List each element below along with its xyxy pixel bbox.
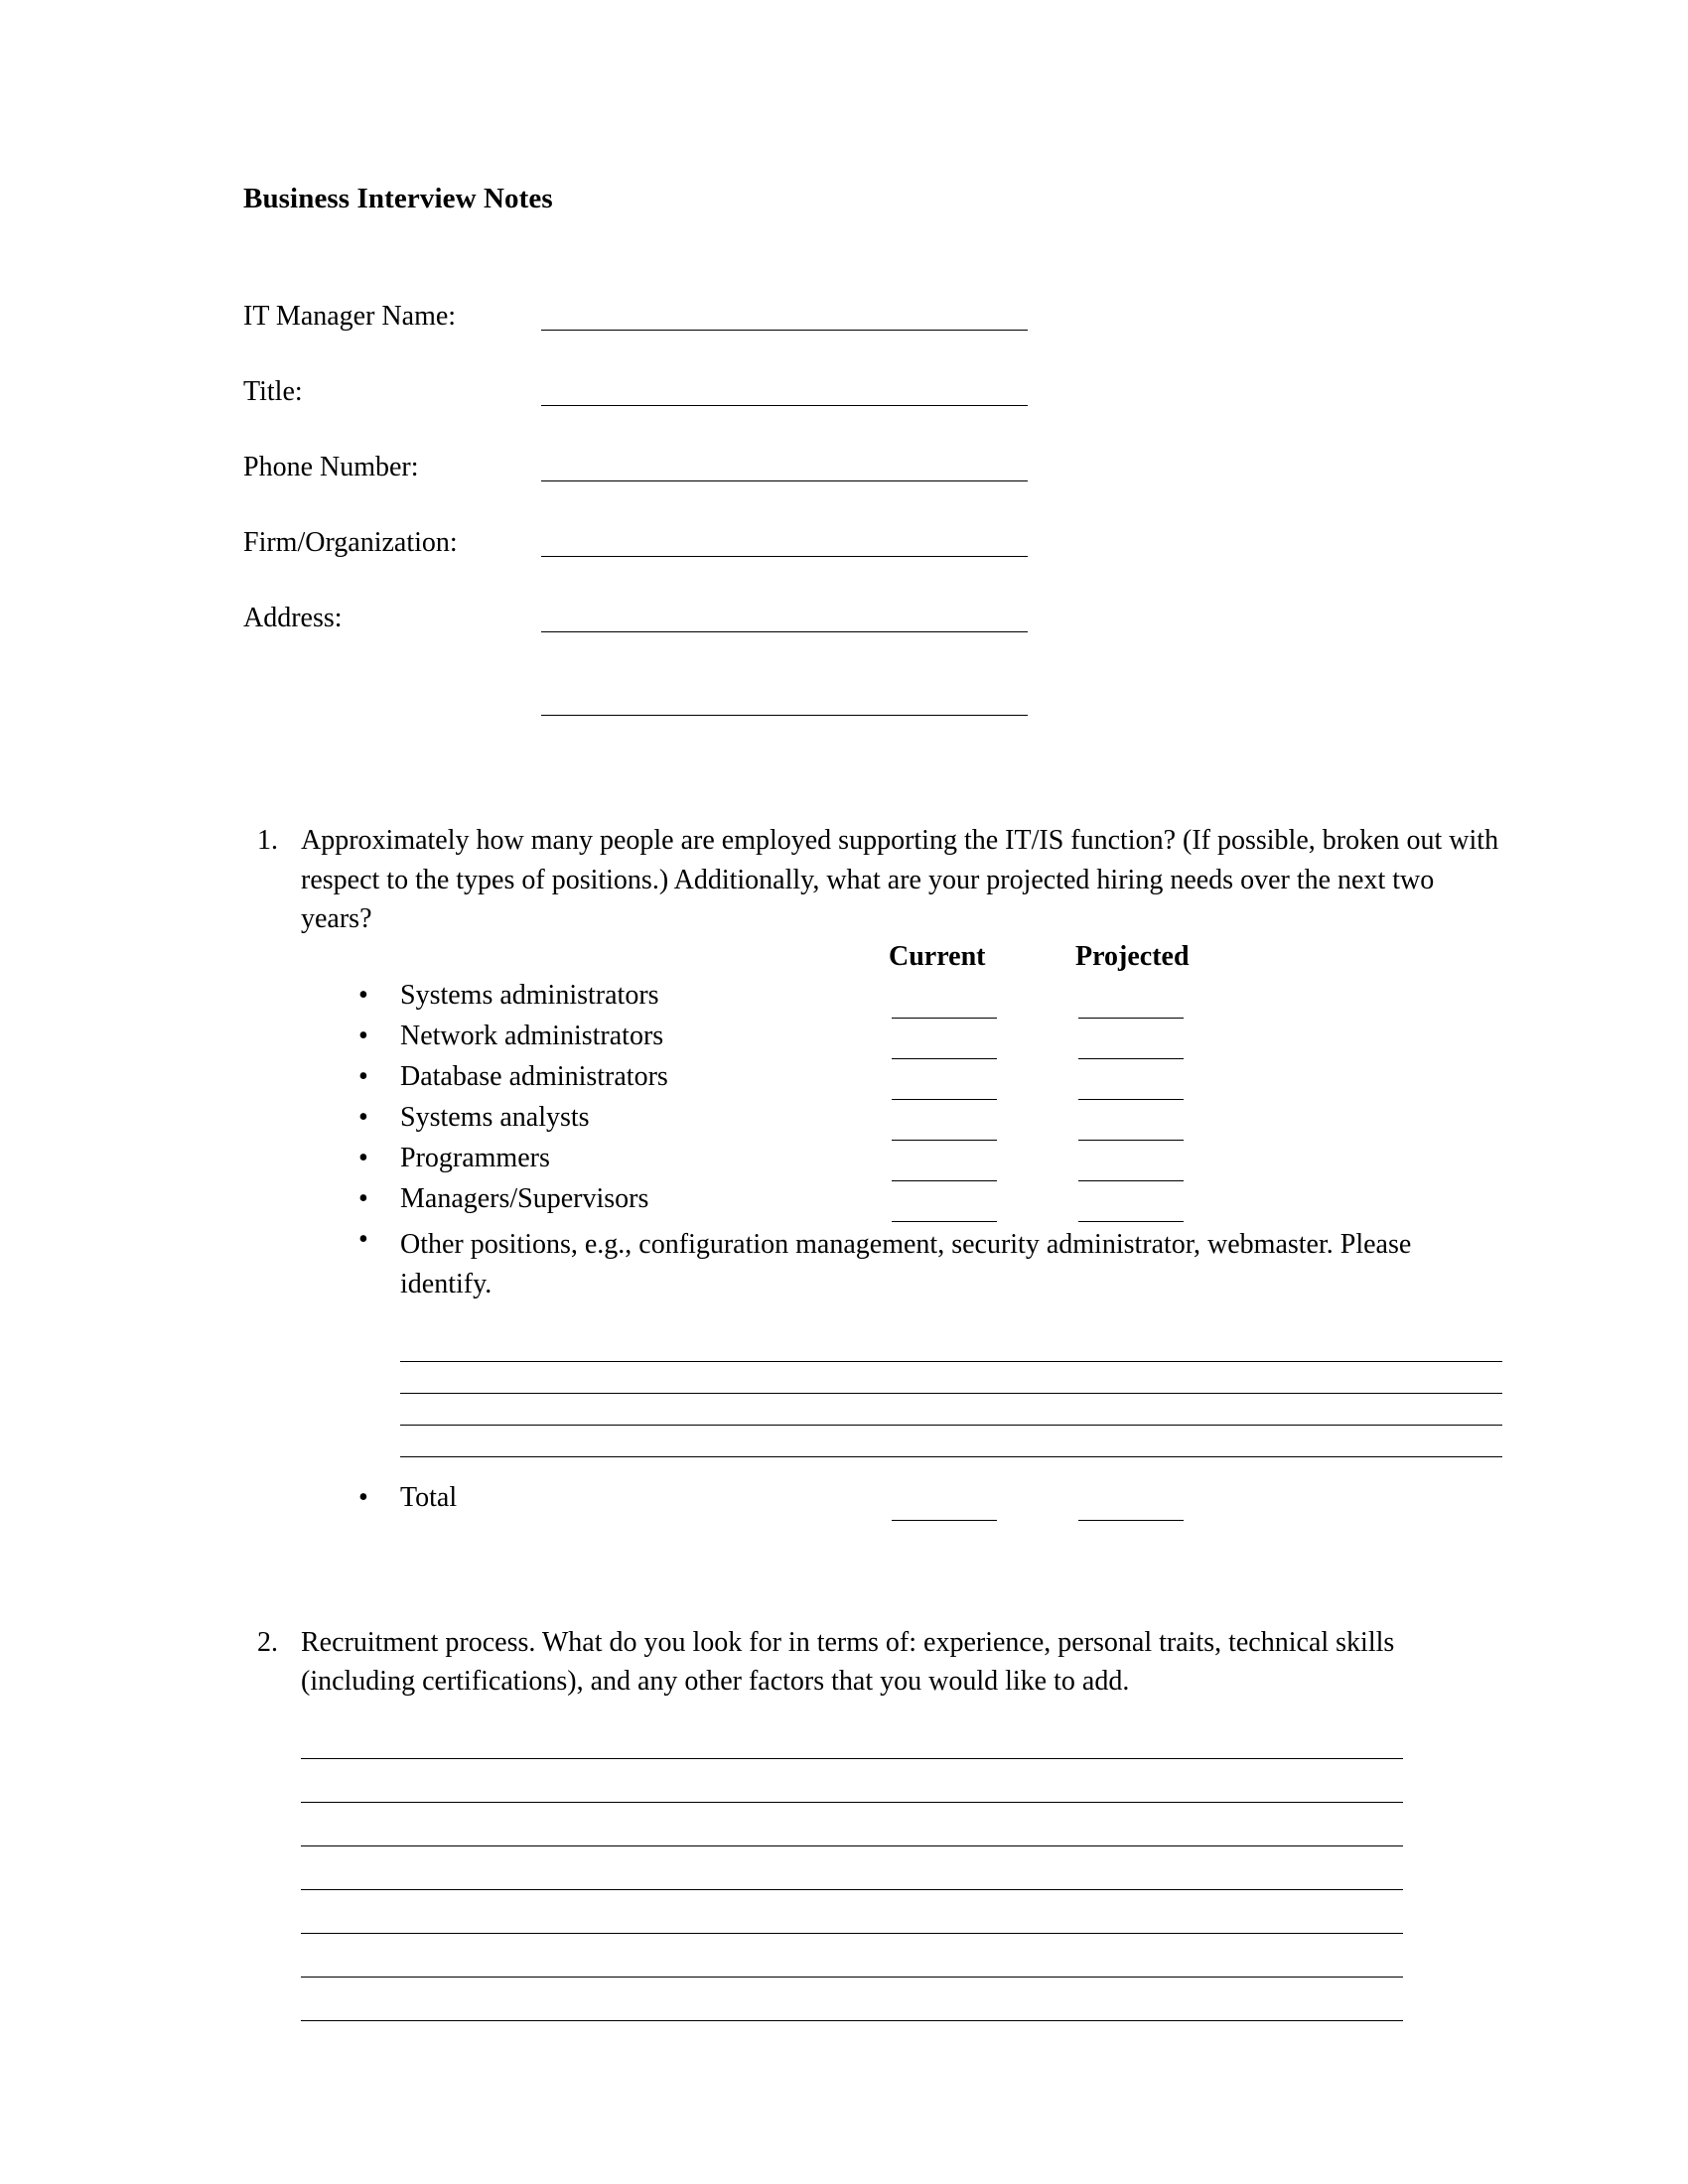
field-input-title[interactable] — [541, 404, 1028, 406]
position-label: Managers/Supervisors — [400, 1183, 649, 1215]
question-2-answer-lines — [301, 1715, 1445, 2021]
position-label: Programmers — [400, 1143, 550, 1174]
other-positions-label: Other positions, e.g., configuration management, security administrator, webmaster. Please identify. — [400, 1229, 1412, 1299]
other-positions-write-in-lines — [400, 1330, 1502, 1457]
list-item — [301, 981, 1502, 1022]
position-label: Database administrators — [400, 1061, 668, 1093]
position-projected-input[interactable] — [1078, 1017, 1184, 1019]
contact-fields — [243, 261, 1445, 722]
bullet-icon: • — [358, 1481, 368, 1513]
field-label-address: Address: — [243, 602, 343, 633]
write-in-line[interactable] — [400, 1426, 1502, 1457]
question-1-number: 1. — [257, 824, 278, 856]
position-label: Systems analysts — [400, 1102, 590, 1134]
total-label: Total — [400, 1481, 458, 1513]
question-1 — [243, 821, 1499, 1524]
write-in-line[interactable] — [400, 1330, 1502, 1362]
question-2-body — [301, 1623, 1445, 2022]
position-projected-input[interactable] — [1078, 1179, 1184, 1181]
position-current-input[interactable] — [892, 1098, 997, 1100]
field-label-it-manager-name: IT Manager Name: — [243, 300, 457, 332]
list-item — [301, 1062, 1502, 1103]
question-1-text: Approximately how many people are employed supporting the IT/IS function? (If possible, broken out with respect to the types of positions.) Additionally, what are your projected hiring needs over the next two years? — [301, 824, 1499, 935]
position-projected-input[interactable] — [1078, 1139, 1184, 1141]
total-list — [301, 1483, 1502, 1524]
position-label: Systems administrators — [400, 980, 659, 1012]
field-label-phone-number: Phone Number: — [243, 451, 419, 482]
position-projected-input[interactable] — [1078, 1098, 1184, 1100]
write-in-line[interactable] — [400, 1394, 1502, 1426]
answer-line[interactable] — [301, 1978, 1403, 2021]
bullet-icon: • — [358, 980, 368, 1012]
answer-line[interactable] — [301, 1715, 1403, 1759]
field-firm-organization — [243, 487, 1445, 563]
question-2-text: Recruitment process. What do you look for in terms of: experience, personal traits, technical skills (including certifications), and any other factors that you would like to add. — [301, 1626, 1395, 1698]
write-in-line[interactable] — [400, 1362, 1502, 1394]
document-body — [243, 183, 1499, 2021]
field-title — [243, 337, 1445, 412]
bullet-icon: • — [358, 1183, 368, 1215]
page-title: Business Interview Notes — [243, 183, 553, 214]
field-input-firm-organization[interactable] — [541, 555, 1028, 557]
total-current-input[interactable] — [892, 1519, 997, 1521]
field-label-title: Title: — [243, 375, 303, 407]
list-item — [301, 1103, 1502, 1144]
list-item-other-positions — [301, 1225, 1502, 1304]
position-current-input[interactable] — [892, 1057, 997, 1059]
answer-line[interactable] — [301, 1846, 1403, 1890]
position-projected-input[interactable] — [1078, 1057, 1184, 1059]
field-label-firm-organization: Firm/Organization: — [243, 526, 458, 558]
field-input-phone-number[interactable] — [541, 479, 1028, 481]
answer-line[interactable] — [301, 1759, 1403, 1803]
answer-line[interactable] — [301, 1803, 1403, 1846]
position-current-input[interactable] — [892, 1220, 997, 1222]
answer-line[interactable] — [301, 1934, 1403, 1978]
list-item — [301, 1022, 1502, 1062]
bullet-icon: • — [358, 1102, 368, 1134]
bullet-icon: • — [358, 1143, 368, 1174]
positions-column-headers — [301, 941, 1502, 981]
question-2-number: 2. — [257, 1626, 278, 1658]
position-label: Network administrators — [400, 1021, 664, 1052]
question-1-body — [301, 821, 1502, 1524]
field-address — [243, 563, 1445, 638]
position-current-input[interactable] — [892, 1017, 997, 1019]
total-projected-input[interactable] — [1078, 1519, 1184, 1521]
field-address-line-2 — [243, 638, 1445, 722]
field-input-it-manager-name[interactable] — [541, 329, 1028, 331]
question-2 — [243, 1623, 1445, 2022]
field-input-address-line-2[interactable] — [541, 714, 1028, 716]
positions-list — [301, 981, 1502, 1304]
field-it-manager-name — [243, 261, 1445, 337]
bullet-icon: • — [358, 1224, 368, 1256]
field-input-address-line-1[interactable] — [541, 630, 1028, 632]
answer-line[interactable] — [301, 1890, 1403, 1934]
column-header-projected: Projected — [1075, 941, 1190, 973]
column-header-current: Current — [889, 941, 986, 973]
list-item-total — [301, 1483, 1502, 1524]
field-phone-number — [243, 412, 1445, 487]
position-projected-input[interactable] — [1078, 1220, 1184, 1222]
bullet-icon: • — [358, 1061, 368, 1093]
position-current-input[interactable] — [892, 1179, 997, 1181]
position-current-input[interactable] — [892, 1139, 997, 1141]
list-item — [301, 1144, 1502, 1184]
list-item — [301, 1184, 1502, 1225]
bullet-icon: • — [358, 1021, 368, 1052]
